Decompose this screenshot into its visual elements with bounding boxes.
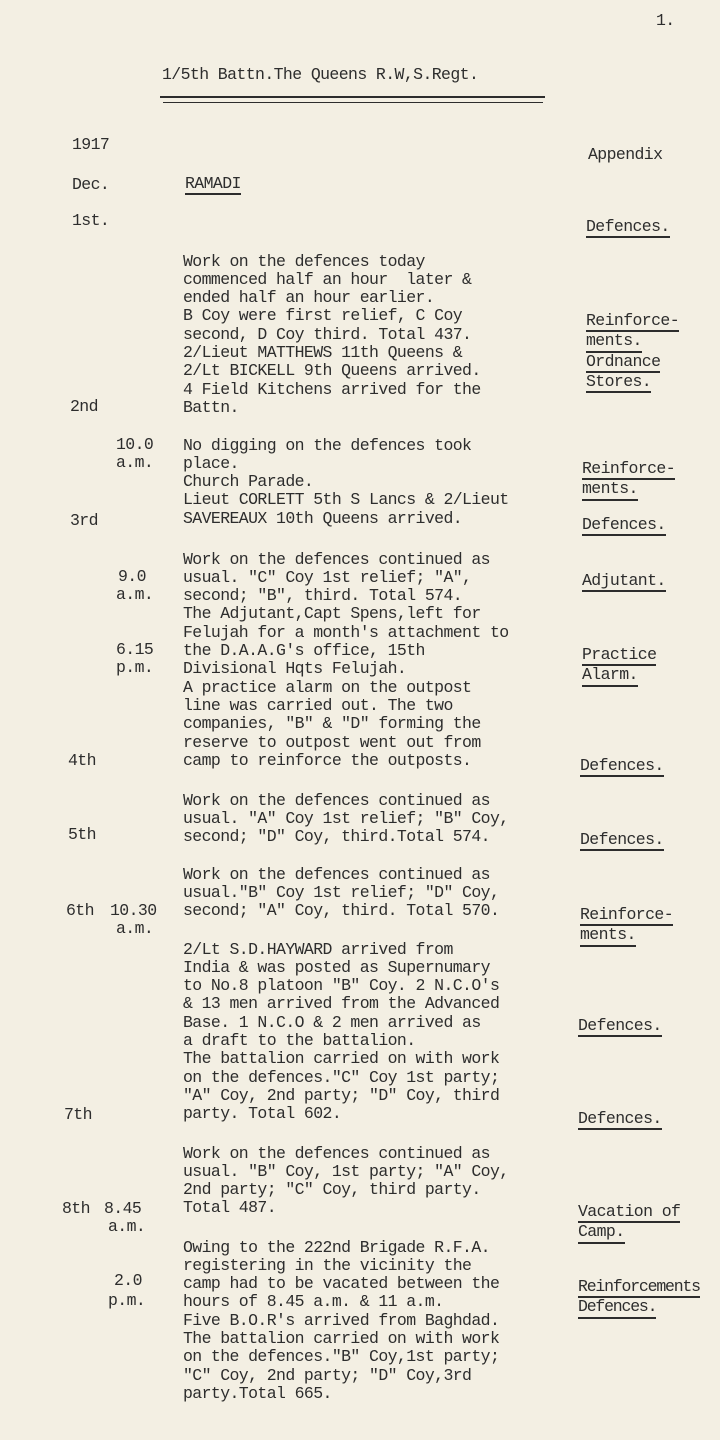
appendix-note: Defences. [578, 1110, 662, 1130]
entry-date: 7th [64, 1105, 92, 1124]
appendix-note: Reinforce- ments. [580, 906, 673, 947]
appendix-note: Defences. [582, 516, 666, 536]
entry-text: Work on the defences continued as usual. "C" Coy 1st relief; "A", second; "B", third. Total 574. The Adjutant,Capt Spens,left for Felujah for a month's attachment to the D.A.A.G's office, 15th Divisional Hqts Felujah. A practice alarm on the outpost line was carried out. The two companies, "B" & "D" forming the reserve to outpost went out from camp to reinforce the outposts. [183, 549, 509, 770]
month: Dec. [72, 175, 110, 194]
entry-text: Work on the defences continued as usual. "A" Coy 1st relief; "B" Coy, second; "D" Coy, third.Total 574. [183, 790, 509, 847]
appendix-note: Reinforce- ments. Ordnance Stores. [586, 312, 679, 393]
entry-time: a.m. [116, 919, 154, 938]
appendix-note: Adjutant. [582, 572, 666, 592]
entry-text: No digging on the defences took place. Church Parade. Lieut CORLETT 5th S Lancs & 2/Lieut SAVEREAUX 10th Queens arrived. [183, 435, 509, 528]
entry-time: 9.0 [118, 567, 146, 586]
appendix-note: Defences. [578, 1017, 662, 1037]
entry-time: 6.15 [116, 640, 154, 659]
entry-time: p.m. [116, 658, 154, 677]
entry-date: 2nd [70, 397, 98, 416]
appendix-note: Defences. [580, 757, 664, 777]
heading-rule [163, 102, 543, 103]
entry-time: 8.45 [104, 1199, 142, 1218]
entry-date: 1st. [72, 211, 110, 230]
appendix-note: Defences. [586, 218, 670, 238]
entry-time: 10.0 [116, 435, 154, 454]
appendix-note: Defences. [580, 831, 664, 851]
entry-time: 2.0 [114, 1271, 142, 1290]
heading-rule [160, 96, 545, 98]
entry-date: 8th [62, 1199, 90, 1218]
year: 1917 [72, 135, 110, 154]
entry-date: 5th [68, 825, 96, 844]
entry-text: Work on the defences today commenced half an hour later & ended half an hour earlier. B Coy were first relief, C Coy second, D Coy third. Total 437. 2/Lieut MATTHEWS 11th Queens & 2/Lt BICKELL 9th Queens arrived. 4 Field Kitchens arrived for the Battn. [183, 251, 481, 417]
page-number: 1. [656, 11, 675, 30]
page-heading: 1/5th Battn.The Queens R.W,S.Regt. [162, 65, 479, 84]
place-heading: RAMADI [185, 174, 241, 193]
entry-text: 2/Lt S.D.HAYWARD arrived from India & was posted as Supernumary to No.8 platoon "B" Coy. 2 N.C.O's & 13 men arrived from the Advanced Base. 1 N.C.O & 2 men arrived as a draft to the battalion. The battalion carried on with work on the defences."C" Coy 1st party; "A" Coy, 2nd party; "D" Coy, third party. Total 602. [183, 939, 500, 1124]
entry-text: Work on the defences continued as usual. "B" Coy, 1st party; "A" Coy, 2nd party; "C" Coy, third party. Total 487. [183, 1143, 509, 1218]
appendix-note: Practice Alarm. [582, 646, 656, 687]
entry-time: a.m. [116, 453, 154, 472]
entry-time: 10.30 [110, 901, 157, 920]
appendix-header: Appendix [588, 145, 663, 164]
entry-date: 3rd [70, 511, 98, 530]
appendix-note: Vacation of Camp. [578, 1203, 680, 1244]
entry-date: 6th [66, 901, 94, 920]
appendix-note: Reinforce- ments. [582, 460, 675, 501]
entry-time: p.m. [108, 1291, 146, 1310]
entry-time: a.m. [108, 1217, 146, 1236]
entry-time: a.m. [116, 585, 154, 604]
appendix-note: Reinforcements Defences. [578, 1278, 700, 1319]
entry-text: Owing to the 222nd Brigade R.F.A. registering in the vicinity the camp had to be vacated between the hours of 8.45 a.m. & 11 a.m. Five B.O.R's arrived from Baghdad. The battalion carried on with work on the defences."B" Coy,1st party; "C" Coy, 2nd party; "D" Coy,3rd party.Total 665. [183, 1237, 500, 1403]
entry-text: Work on the defences continued as usual."B" Coy 1st relief; "D" Coy, second; "A" Coy, third. Total 570. [183, 864, 500, 921]
entry-date: 4th [68, 751, 96, 770]
